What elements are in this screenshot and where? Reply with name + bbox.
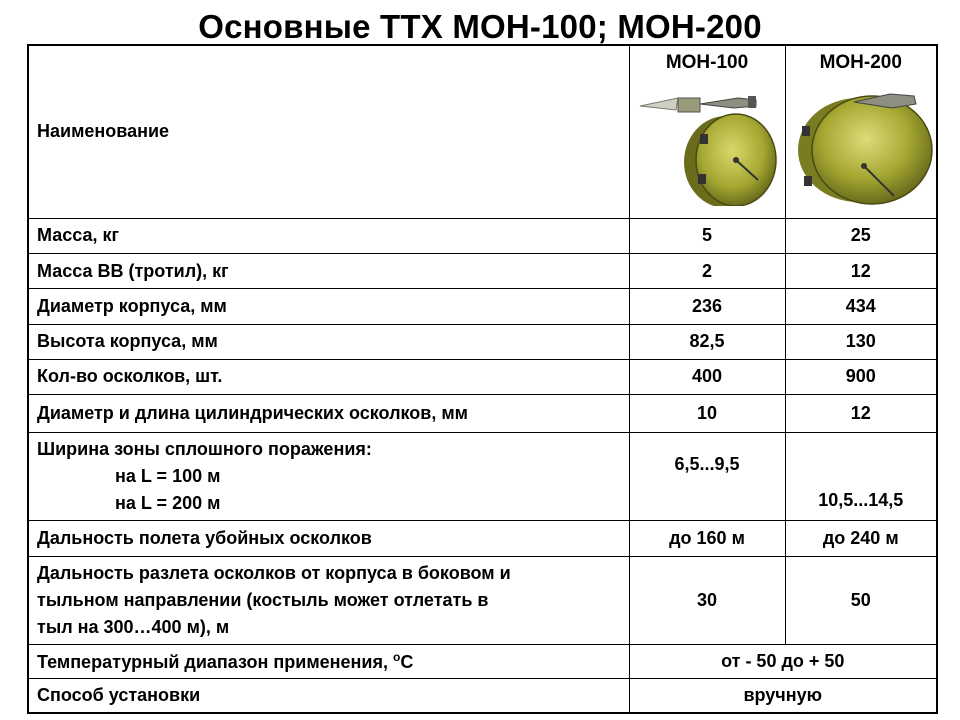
spread-line-2: тыльном направлении (костыль может отлетать в: [37, 590, 489, 611]
mon200-column-title: МОН-200: [819, 52, 902, 74]
table-row: [28, 395, 937, 433]
mon200-value: 900: [785, 359, 937, 394]
mon100-header-cell: [629, 45, 785, 218]
mon200-value: 130: [785, 324, 937, 359]
table-row: [28, 324, 937, 359]
mon100-value: 10: [629, 395, 785, 433]
temp-row: [28, 644, 937, 678]
spread-row: [28, 557, 937, 645]
mon200-header-cell: [785, 45, 937, 218]
mon-200-mine-icon: [794, 76, 940, 206]
name-header: Наименование: [28, 45, 629, 218]
zone-line-3: на L = 200 м: [115, 493, 221, 514]
mon200-value: 12: [785, 254, 937, 289]
mon100-value: 236: [629, 289, 785, 324]
spread-label: [28, 557, 629, 645]
row-label: Высота корпуса, мм: [28, 324, 629, 359]
temp-unit: С: [400, 652, 414, 672]
mon100-value: 400: [629, 359, 785, 394]
table-row: [28, 218, 937, 253]
mon200-value: 434: [785, 289, 937, 324]
mon100-value: 5: [629, 218, 785, 253]
temp-label: [28, 644, 629, 678]
spread-line-1: Дальность разлета осколков от корпуса в боковом и: [37, 563, 511, 584]
row-label: Дальность полета убойных осколков: [28, 520, 629, 556]
header-row: [28, 45, 937, 218]
mon100-value: [629, 433, 785, 521]
mon100-column-title: МОН-100: [665, 52, 749, 74]
specs-table: [27, 44, 938, 714]
mon100-value: 2: [629, 254, 785, 289]
mon200-value: до 240 м: [785, 520, 937, 556]
table-row: [28, 359, 937, 394]
row-label: Кол-во осколков, шт.: [28, 359, 629, 394]
mon200-value: 25: [785, 218, 937, 253]
mon100-value: 30: [629, 557, 785, 645]
temp-label-text: Температурный диапазон применения,: [37, 652, 393, 672]
table-row: [28, 254, 937, 289]
mon200-value: 50: [785, 557, 937, 645]
table-row: [28, 289, 937, 324]
install-label: Способ установки: [28, 679, 629, 713]
zone-mon100-value: 6,5...9,5: [674, 454, 740, 475]
mon200-value: 12: [785, 395, 937, 433]
spread-line-3: тыл на 300…400 м), м: [37, 617, 230, 638]
row-label: Масса ВВ (тротил), кг: [28, 254, 629, 289]
zone-row: [28, 433, 937, 521]
zone-line-1: Ширина зоны сплошного поражения:: [37, 439, 372, 460]
row-label: Диаметр корпуса, мм: [28, 289, 629, 324]
zone-label: [28, 433, 629, 521]
mon100-value: до 160 м: [629, 520, 785, 556]
row-label: Масса, кг: [28, 218, 629, 253]
degree-sign: o: [392, 650, 401, 664]
mon-100-mine-icon: [638, 76, 788, 206]
mon100-value: 82,5: [629, 324, 785, 359]
mon200-value: [785, 433, 937, 521]
table-row: [28, 520, 937, 556]
install-value: вручную: [629, 679, 937, 713]
zone-mon200-value: 10,5...14,5: [818, 490, 904, 511]
temp-value: от - 50 до + 50: [629, 644, 937, 678]
page-title: Основные ТТХ МОН-100; МОН-200: [198, 8, 762, 45]
zone-line-2: на L = 100 м: [115, 466, 221, 487]
install-row: [28, 679, 937, 713]
row-label: Диаметр и длина цилиндрических осколков, мм: [28, 395, 629, 433]
